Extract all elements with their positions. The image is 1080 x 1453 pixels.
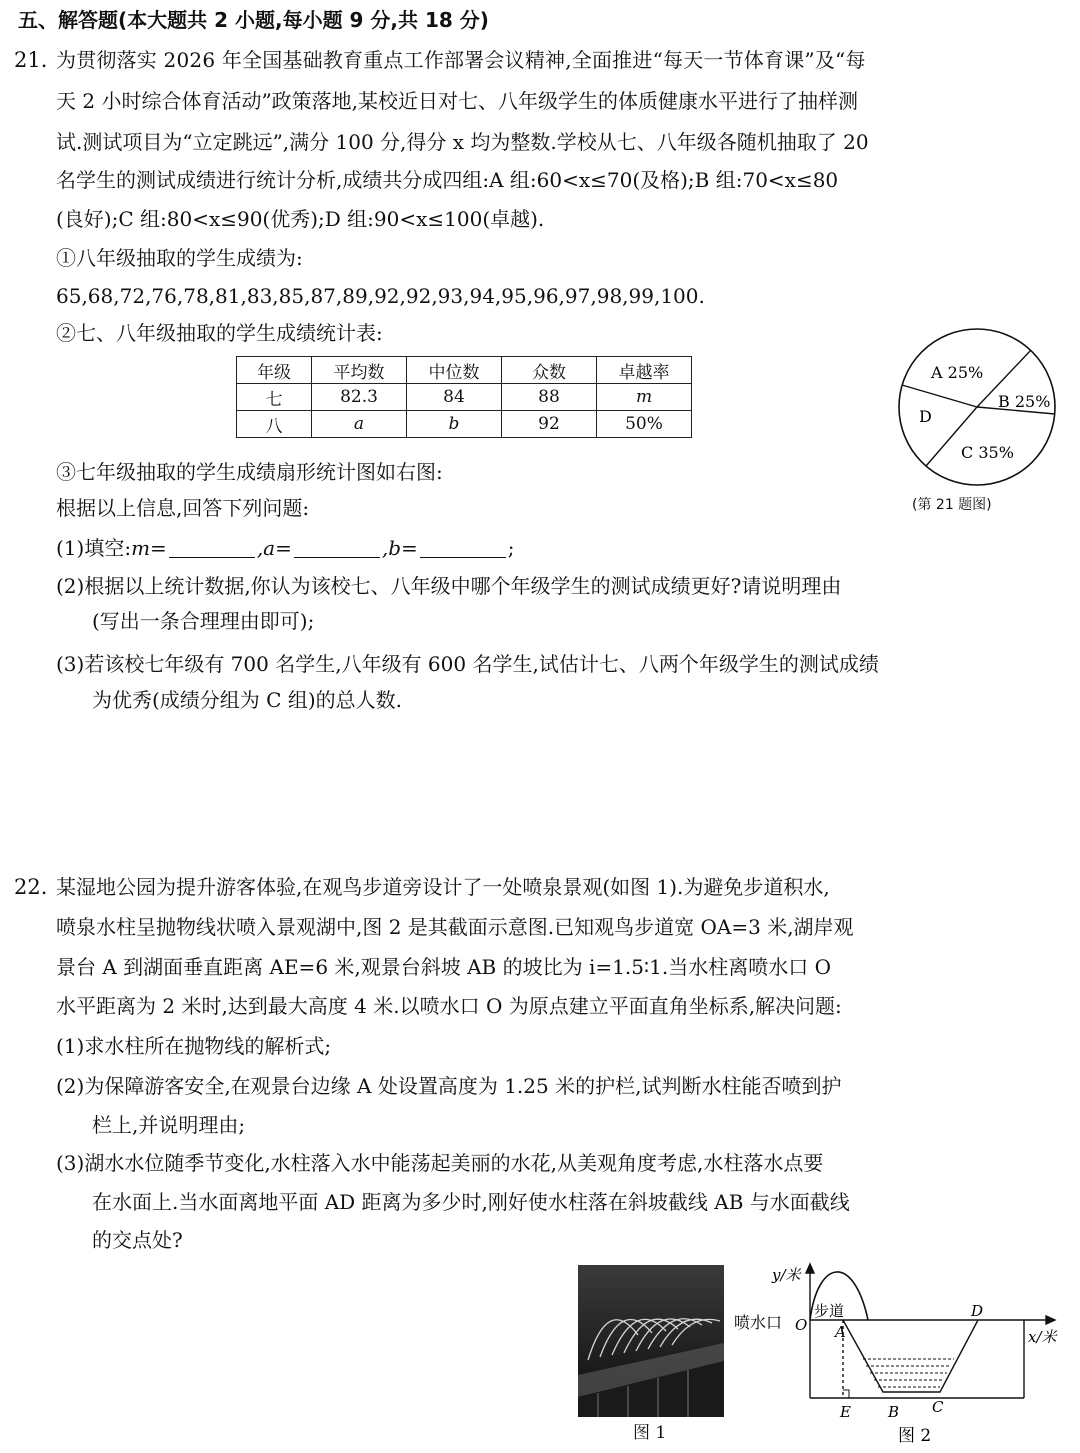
nozzle-label: 喷水口 bbox=[734, 1313, 783, 1332]
table-cell: 50% bbox=[597, 411, 692, 438]
table-cell: a bbox=[312, 411, 407, 438]
part1-end: ; bbox=[507, 536, 515, 560]
point-e-label: E bbox=[840, 1403, 851, 1421]
q22-line-1: 某湿地公园为提升游客体验,在观鸟步道旁设计了一处喷泉景观(如图 1).为避免步道积水, bbox=[56, 875, 830, 899]
q21-part3-line-1: (3)若该校七年级有 700 名学生,八年级有 600 名学生,试估计七、八两个年级学生的测试成绩 bbox=[56, 652, 879, 676]
point-o-label: O bbox=[795, 1316, 808, 1334]
part1-a: ,a= bbox=[256, 536, 292, 560]
q21-scores: 65,68,72,76,78,81,83,85,87,89,92,92,93,94,95,96,97,98,99,100. bbox=[56, 284, 705, 308]
right-angle-mark bbox=[843, 1390, 849, 1398]
q21-line-3: 试.测试项目为“立定跳远”,满分 100 分,得分 x 均为整数.学校从七、八年级各随机抽取了 20 bbox=[56, 130, 869, 154]
point-a-label: A bbox=[835, 1323, 846, 1341]
pie-divider bbox=[902, 385, 977, 407]
q21-info3: ③七年级抽取的学生成绩扇形统计图如右图: bbox=[56, 460, 443, 484]
fig2-caption: 图 2 bbox=[898, 1426, 932, 1445]
table-cell: 88 bbox=[502, 384, 597, 411]
q21-line-4: 名学生的测试成绩进行统计分析,成绩共分成四组:A 组:60<x≤70(及格);B 组:70<x≤80 bbox=[56, 168, 839, 192]
q22-part3-line-3: 的交点处? bbox=[92, 1228, 183, 1252]
answer-blank-m[interactable] bbox=[169, 539, 255, 558]
pie-chart bbox=[893, 325, 1063, 495]
table-header: 年级 bbox=[237, 357, 312, 384]
q22-part1: (1)求水柱所在抛物线的解析式; bbox=[56, 1034, 332, 1058]
table-cell: 八 bbox=[237, 411, 312, 438]
section-header: 五、解答题(本大题共 2 小题,每小题 9 分,共 18 分) bbox=[18, 8, 489, 32]
q21-line-2: 天 2 小时综合体育活动”政策落地,某校近日对七、八年级学生的体质健康水平进行了抽样测 bbox=[56, 89, 859, 113]
q22-part2-line-1: (2)为保障游客安全,在观景台边缘 A 处设置高度为 1.25 米的护栏,试判断水柱能否喷到护 bbox=[56, 1074, 842, 1098]
table-header: 平均数 bbox=[312, 357, 407, 384]
water-level-lines bbox=[863, 1359, 954, 1387]
q22-line-3: 景台 A 到湖面垂直距离 AE=6 米,观景台斜坡 AB 的坡比为 i=1.5∶1.当水柱离喷水口 O bbox=[56, 955, 831, 979]
q22-line-2: 喷泉水柱呈抛物线状喷入景观湖中,图 2 是其截面示意图.已知观鸟步道宽 OA=3 米,湖岸观 bbox=[56, 915, 854, 939]
fountain-photo bbox=[578, 1265, 724, 1417]
x-axis-arrow bbox=[1046, 1316, 1055, 1324]
bank-profile bbox=[843, 1320, 978, 1392]
part1-b: ,b= bbox=[381, 536, 418, 560]
point-c-label: C bbox=[932, 1398, 944, 1416]
q21-line-5: (良好);C 组:80<x≤90(优秀);D 组:90<x≤100(卓越). bbox=[56, 207, 545, 231]
table-row bbox=[237, 384, 692, 411]
pie-label-b: B 25% bbox=[998, 392, 1051, 411]
pie-label-d: D bbox=[919, 407, 932, 426]
q22-number: 22. bbox=[14, 875, 48, 899]
q22-part2-line-2: 栏上,并说明理由; bbox=[92, 1113, 246, 1137]
table-cell: 七 bbox=[237, 384, 312, 411]
x-axis-label: x/米 bbox=[1028, 1328, 1057, 1346]
part1-label: (1)填空: bbox=[56, 536, 132, 560]
table-header: 中位数 bbox=[407, 357, 502, 384]
table-header: 卓越率 bbox=[597, 357, 692, 384]
table-cell: 84 bbox=[407, 384, 502, 411]
point-d-label: D bbox=[971, 1302, 984, 1320]
q21-info1-title: ①八年级抽取的学生成绩为: bbox=[56, 246, 303, 270]
q21-prompt: 根据以上信息,回答下列问题: bbox=[56, 496, 310, 520]
fig1-caption: 图 1 bbox=[633, 1423, 667, 1443]
q22-part3-line-2: 在水面上.当水面离地平面 AD 距离为多少时,刚好使水柱落在斜坡截线 AB 与水面截线 bbox=[92, 1190, 850, 1214]
table-cell: 92 bbox=[502, 411, 597, 438]
q21-part3-line-2: 为优秀(成绩分组为 C 组)的总人数. bbox=[92, 688, 402, 712]
q22-part3-line-1: (3)湖水水位随季节变化,水柱落入水中能荡起美丽的水花,从美观角度考虑,水柱落水点要 bbox=[56, 1151, 824, 1175]
q21-part2-line-2: (写出一条合理理由即可); bbox=[92, 609, 315, 633]
q22-line-4: 水平距离为 2 米时,达到最大高度 4 米.以喷水口 O 为原点建立平面直角坐标系,解决问题: bbox=[56, 994, 842, 1018]
pie-label-c: C 35% bbox=[961, 443, 1014, 462]
cross-section-diagram bbox=[728, 1260, 1068, 1445]
q21-info2-title: ②七、八年级抽取的学生成绩统计表: bbox=[56, 321, 383, 345]
table-row bbox=[237, 411, 692, 438]
pie-label-a: A 25% bbox=[931, 363, 984, 382]
q21-part1 bbox=[56, 538, 515, 558]
y-axis-label: y/米 bbox=[772, 1266, 801, 1284]
q21-line-1: 为贯彻落实 2026 年全国基础教育重点工作部署会议精神,全面推进“每天一节体育课”及“每 bbox=[56, 48, 866, 72]
answer-blank-a[interactable] bbox=[294, 539, 380, 558]
table-header: 众数 bbox=[502, 357, 597, 384]
table-cell: b bbox=[407, 411, 502, 438]
y-axis-arrow bbox=[806, 1264, 814, 1273]
table-header-row bbox=[237, 357, 692, 384]
answer-blank-b[interactable] bbox=[420, 539, 506, 558]
q21-number: 21. bbox=[14, 48, 48, 72]
walkway-label: 步道 bbox=[814, 1302, 845, 1320]
part1-m: m= bbox=[131, 536, 167, 560]
stats-table bbox=[236, 356, 692, 438]
q21-part2-line-1: (2)根据以上统计数据,你认为该校七、八年级中哪个年级学生的测试成绩更好?请说明理由 bbox=[56, 574, 842, 598]
table-cell: 82.3 bbox=[312, 384, 407, 411]
pie-caption: (第 21 题图) bbox=[912, 497, 992, 513]
point-b-label: B bbox=[888, 1403, 900, 1421]
table-cell: m bbox=[597, 384, 692, 411]
